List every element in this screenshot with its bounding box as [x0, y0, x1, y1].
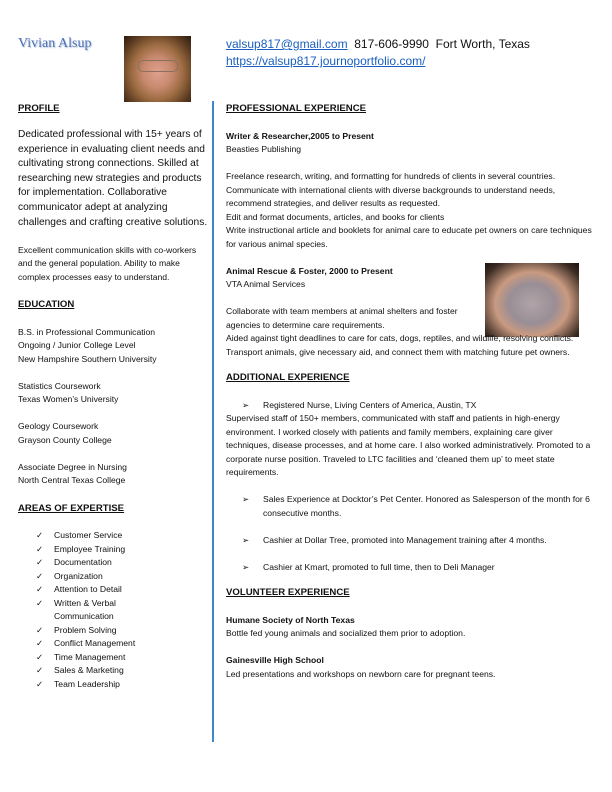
education-entry	[18, 380, 210, 407]
degree-status: Ongoing / Junior College Level	[18, 340, 136, 351]
job-duty: Write instructional article and booklets for animal care to educate pet owners on care techniques for various animal species.	[226, 225, 592, 249]
profile-photo	[124, 36, 191, 102]
school: New Hampshire Southern University	[18, 353, 157, 364]
job-title: Animal Rescue & Foster, 2000 to Present	[226, 265, 393, 276]
education-entry	[18, 461, 210, 488]
job-title: Writer & Researcher,2005 to Present	[226, 130, 374, 141]
job-company: VTA Animal Services	[226, 279, 306, 289]
expertise-item: ✓ Problem Solving	[36, 624, 210, 638]
expertise-item: ✓ Team Leadership	[36, 678, 210, 692]
expertise-item: ✓ Employee Training	[36, 543, 210, 557]
candidate-name: Vivian Alsup	[18, 36, 92, 51]
expertise-item: ✓ Attention to Detail	[36, 583, 210, 597]
job-duty: Freelance research, writing, and formatting for hundreds of clients in several countries.	[226, 171, 556, 181]
job-duty: Edit and format documents, articles, and books for clients	[226, 211, 445, 222]
glasses-detail	[138, 60, 178, 72]
email-link[interactable]: valsup817@gmail.com	[226, 37, 348, 51]
column-divider	[212, 101, 214, 742]
expertise-item: ✓ Organization	[36, 570, 210, 584]
additional-heading: ADDITIONAL EXPERIENCE	[226, 372, 350, 383]
job-company: Beasties Publishing	[226, 144, 302, 154]
education-heading: EDUCATION	[18, 299, 75, 311]
additional-item: ➢ Cashier at Kmart, promoted to full time, then to Deli Manager	[226, 561, 598, 575]
job-entry	[226, 265, 598, 360]
job-duty: Communicate with international clients with diverse backgrounds to understand needs, recommend strategies, and deliver results as requested.	[226, 184, 556, 208]
profile-summary: Dedicated professional with 15+ years of experience in evaluating client needs and cultivating strong connections. Skilled at researching new strategies and products for implementation. Collaborative communicator adept at analyzing challenges and crafting creative solutions.	[18, 129, 208, 228]
expertise-item: ✓ Conflict Management	[36, 637, 210, 651]
expertise-item: ✓ Documentation	[36, 556, 210, 570]
contact-info	[226, 36, 530, 70]
location: Fort Worth, Texas	[435, 37, 530, 51]
profile-heading: PROFILE	[18, 103, 60, 114]
expertise-list	[18, 529, 210, 691]
volunteer-desc: Led presentations and workshops on newborn care for pregnant teens.	[226, 668, 496, 679]
degree: Statistics Coursework	[18, 380, 101, 391]
job-duty: Transport animals, give necessary aid, and connect them with matching future pet owners.	[226, 346, 570, 357]
education-entry	[18, 326, 210, 367]
volunteer-desc: Bottle fed young animals and socialized them prior to adoption.	[226, 628, 466, 638]
expertise-item: ✓ Customer Service	[36, 529, 210, 543]
volunteer-org: Gainesville High School	[226, 655, 324, 665]
degree: Associate Degree in Nursing	[18, 461, 127, 472]
additional-item: ➢ Sales Experience at Docktor’s Pet Center. Honored as Salesperson of the month for 6 consecutive months.	[226, 493, 598, 520]
job-duty: Aided against tight deadlines to care for cats, dogs, reptiles, and wildlife, resolving conflicts.	[226, 333, 574, 343]
education-entry	[18, 420, 210, 447]
school: Texas Women’s University	[18, 394, 119, 405]
job-duty: Collaborate with team members at animal shelters and foster agencies to determine care requirements.	[226, 306, 458, 330]
expertise-item: ✓ Written & Verbal Communication	[36, 597, 154, 624]
volunteer-heading: VOLUNTEER EXPERIENCE	[226, 587, 350, 598]
profile-skills: Excellent communication skills with co-workers and the general population. Ability to make complex processes easy to understand.	[18, 244, 197, 282]
expertise-item: ✓ Time Management	[36, 651, 210, 665]
expertise-item: ✓ Sales & Marketing	[36, 664, 210, 678]
right-column	[226, 102, 598, 681]
portfolio-link[interactable]: https://valsup817.journoportfolio.com/	[226, 54, 426, 68]
school: North Central Texas College	[18, 475, 126, 486]
professional-heading: PROFESSIONAL EXPERIENCE	[226, 103, 367, 114]
degree: B.S. in Professional Communication	[18, 326, 156, 337]
volunteer-org: Humane Society of North Texas	[226, 614, 355, 625]
expertise-heading: AREAS OF EXPERTISE	[18, 502, 125, 514]
phone: 817-606-9990	[354, 37, 429, 51]
nurse-description: Supervised staff of 150+ members, communicated with staff and patients in high-energy environment. I worked closely with patients and family members, explaining care giver techniques, disease processes, and at home care. I also worked administratively. Promoted to a corporate nurse position. Traveled to LTC facilities and ‘cleaned them up’ to meet state requirements.	[226, 413, 591, 477]
degree: Geology Coursework	[18, 421, 99, 432]
job-entry	[226, 130, 598, 252]
additional-item: ➢ Cashier at Dollar Tree, promoted into Management training after 4 months.	[226, 534, 583, 548]
nurse-title: ➢ Registered Nurse, Living Centers of America, Austin, TX	[226, 399, 598, 413]
left-column	[18, 102, 210, 691]
school: Grayson County College	[18, 434, 112, 445]
